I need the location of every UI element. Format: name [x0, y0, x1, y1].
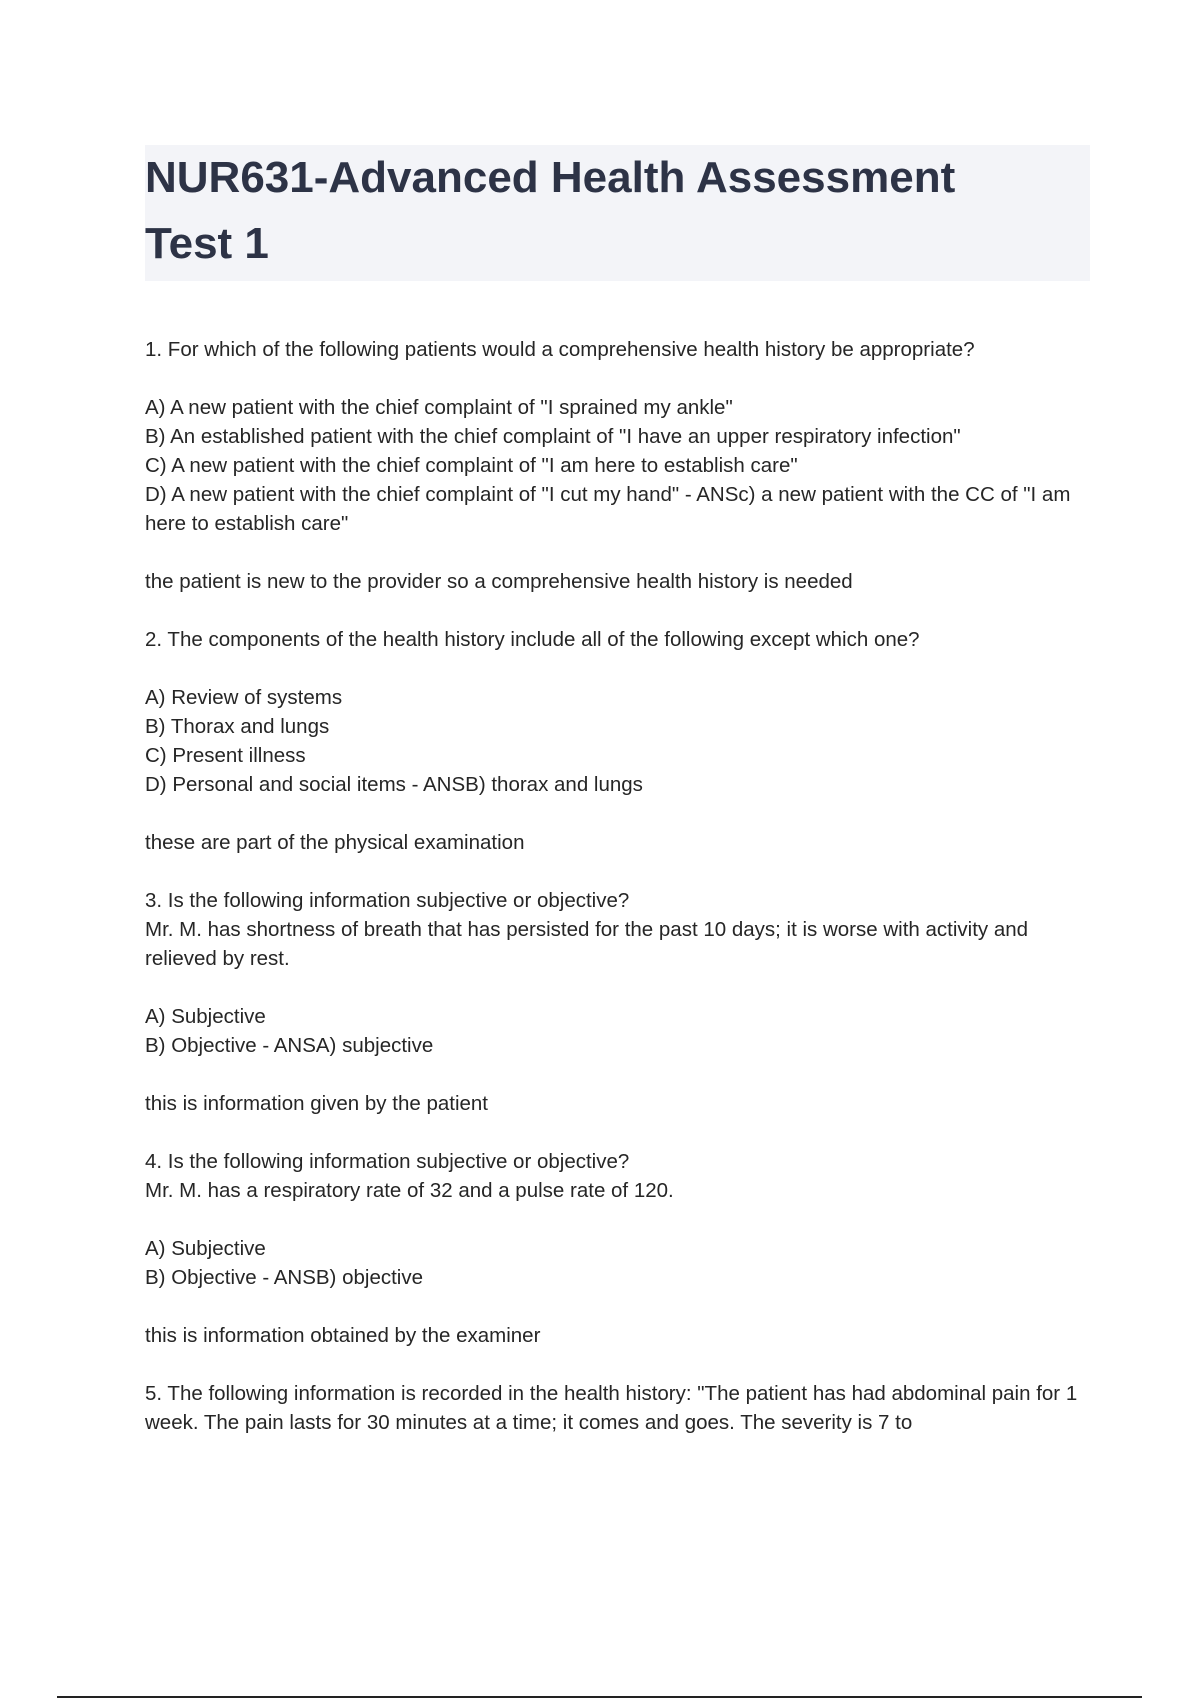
question-3-rationale: this is information given by the patient [145, 1092, 488, 1115]
question-3-option-a: A) Subjective [145, 1005, 266, 1028]
question-2-option-a: A) Review of systems [145, 686, 343, 709]
question-4-rationale: this is information obtained by the examiner [145, 1324, 541, 1347]
question-2-option-d: D) Personal and social items - ANSB) thorax and lungs [145, 773, 643, 796]
title-banner [145, 145, 1090, 281]
question-3-prompt: 3. Is the following information subjective or objective? [145, 889, 630, 912]
question-1-option-b: B) An established patient with the chief complaint of "I have an upper respiratory infection" [145, 425, 961, 448]
question-4-option-b: B) Objective - ANSB) objective [145, 1266, 423, 1289]
question-2-option-b: B) Thorax and lungs [145, 715, 330, 738]
question-4-prompt: 4. Is the following information subjective or objective? [145, 1150, 630, 1173]
question-1-option-d: D) A new patient with the chief complaint of "I cut my hand" - ANSc) a new patient with the CC of "I am here to establish care" [145, 483, 1071, 535]
page-title-line-1: NUR631-Advanced Health Assessment [145, 153, 956, 202]
question-3-option-b: B) Objective - ANSA) subjective [145, 1034, 434, 1057]
question-4-scenario: Mr. M. has a respiratory rate of 32 and a pulse rate of 120. [145, 1179, 674, 1202]
document-body [145, 335, 1080, 1437]
question-2-prompt: 2. The components of the health history include all of the following except which one? [145, 628, 920, 651]
question-1-option-c: C) A new patient with the chief complaint of "I am here to establish care" [145, 454, 798, 477]
page-title-line-2: Test 1 [145, 219, 269, 268]
question-2-rationale: these are part of the physical examination [145, 831, 525, 854]
question-1-prompt: 1. For which of the following patients would a comprehensive health history be appropriate? [145, 338, 975, 361]
question-5-prompt: 5. The following information is recorded in the health history: "The patient has had abdominal pain for 1 week. The pain lasts for 30 minutes at a time; it comes and goes. The severity is 7 to [145, 1382, 1078, 1434]
page-bottom-rule [57, 1696, 1142, 1698]
question-1-option-a: A) A new patient with the chief complaint of "I sprained my ankle" [145, 396, 733, 419]
question-1-rationale: the patient is new to the provider so a comprehensive health history is needed [145, 570, 853, 593]
question-3-scenario: Mr. M. has shortness of breath that has persisted for the past 10 days; it is worse with activity and relieved by rest. [145, 918, 1029, 970]
question-2-option-c: C) Present illness [145, 744, 306, 767]
question-4-option-a: A) Subjective [145, 1237, 266, 1260]
